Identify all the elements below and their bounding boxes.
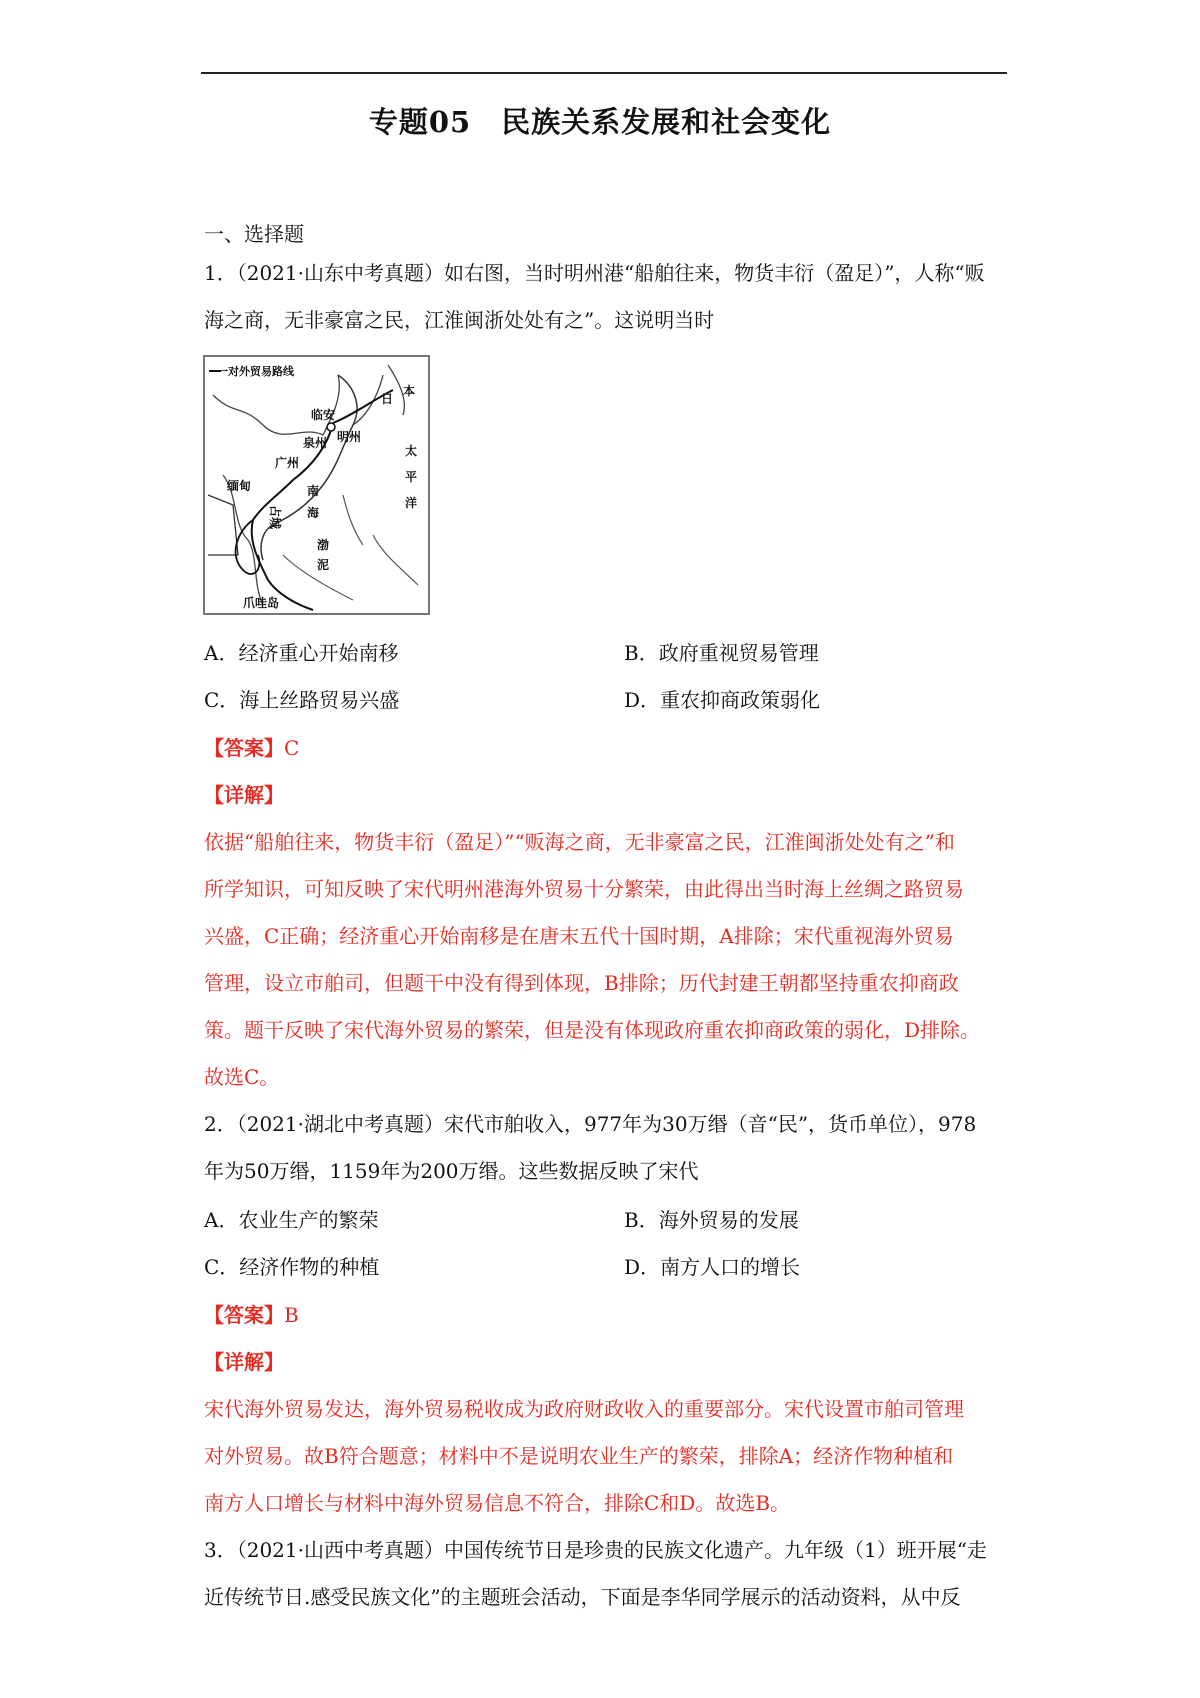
q2-stem-line2: 年为50万缗，1159年为200万缗。这些数据反映了宋代	[204, 1159, 699, 1183]
q1-answer-value: C	[284, 736, 300, 760]
q1-explain-line: 依据“船舶往来，物货丰衍（盈足）”“贩海之商，无非豪富之民，江淮闽浙处处有之”和	[204, 830, 955, 854]
q1-option-c: C．海上丝路贸易兴盛	[204, 688, 400, 712]
q2-option-a: A．农业生产的繁荣	[204, 1208, 379, 1232]
map-legend: 一对外贸易路线	[217, 365, 294, 378]
q1-option-a: A．经济重心开始南移	[204, 641, 399, 665]
q1-explain-line: 故选C。	[204, 1065, 280, 1089]
map-label-mingzhou: 明州	[337, 430, 362, 444]
q1-stem-line1: 1．（2021·山东中考真题）如右图，当时明州港“船舶往来，物货丰衍（盈足）”，人称“贩	[204, 261, 985, 285]
q2-answer-label: 【答案】	[204, 1303, 284, 1327]
map-label-ni: 泥	[317, 558, 330, 572]
q1-answer	[204, 735, 299, 761]
map-label-guangzhou: 广州	[275, 456, 300, 470]
q1-stem-line2: 海之商，无非豪富之民，江淮闽浙处处有之”。这说明当时	[204, 308, 715, 332]
q2-answer	[204, 1302, 299, 1328]
q2-option-b: B．海外贸易的发展	[624, 1208, 799, 1232]
map-label-miandian: 缅甸	[227, 479, 252, 493]
q2-explain-line: 对外贸易。故B符合题意；材料中不是说明农业生产的繁荣，排除A；经济作物种植和	[204, 1444, 954, 1468]
map-label-linan: 临安	[311, 408, 336, 422]
q2-option-c: C．经济作物的种植	[204, 1255, 380, 1279]
page-title: 专题05 民族关系发展和社会变化	[368, 105, 832, 139]
map-label-zhancheng: 占城	[268, 505, 282, 530]
q1-explain-line: 策。题干反映了宋代海外贸易的繁荣，但是没有体现政府重农抑商政策的弱化，D排除。	[204, 1018, 981, 1042]
q1-option-b: B．政府重视贸易管理	[624, 641, 819, 665]
q2-answer-value: B	[284, 1303, 299, 1327]
trade-route-map	[203, 355, 430, 615]
map-label-quanzhou: 泉州	[303, 436, 328, 450]
q2-stem-line1: 2．（2021·湖北中考真题）宋代市舶收入，977年为30万缗（音“民”，货币单位），978	[204, 1112, 977, 1136]
map-label-yang: 洋	[405, 496, 418, 510]
q2-option-d: D．南方人口的增长	[624, 1255, 801, 1279]
q1-explain-line: 兴盛，C正确；经济重心开始南移是在唐末五代十国时期，A排除；宋代重视海外贸易	[204, 924, 954, 948]
map-label-ben: 本	[403, 384, 416, 398]
q2-explain-line: 南方人口增长与材料中海外贸易信息不符合，排除C和D。故选B。	[204, 1491, 791, 1515]
q3-stem-line1: 3．（2021·山西中考真题）中国传统节日是珍贵的民族文化遗产。九年级（1）班开展“走	[204, 1538, 987, 1562]
map-label-ri: 日	[381, 392, 394, 406]
q1-explain-line: 管理，设立市舶司，但题干中没有得到体现，B排除；历代封建王朝都坚持重农抑商政	[204, 971, 959, 995]
q1-option-d: D．重农抑商政策弱化	[624, 688, 821, 712]
q2-explain-line: 宋代海外贸易发达，海外贸易税收成为政府财政收入的重要部分。宋代设置市舶司管理	[204, 1397, 964, 1421]
header-rule	[201, 72, 1007, 74]
map-label-ping: 平	[405, 470, 418, 484]
q1-explain-label: 【详解】	[204, 783, 284, 807]
map-label-nan: 南	[307, 484, 320, 498]
map-label-hai: 海	[307, 506, 320, 520]
q1-explain-line: 所学知识，可知反映了宋代明州港海外贸易十分繁荣，由此得出当时海上丝绸之路贸易	[204, 877, 964, 901]
map-label-tai: 太	[405, 444, 418, 458]
map-label-bo: 渤	[317, 538, 330, 552]
q3-stem-line2: 近传统节日.感受民族文化”的主题班会活动，下面是李华同学展示的活动资料，从中反	[204, 1585, 961, 1609]
map-label-zhaowa: 爪哇岛	[243, 596, 280, 610]
q1-answer-label: 【答案】	[204, 736, 284, 760]
q2-explain-label: 【详解】	[204, 1350, 284, 1374]
section-heading: 一、选择题	[204, 222, 304, 246]
